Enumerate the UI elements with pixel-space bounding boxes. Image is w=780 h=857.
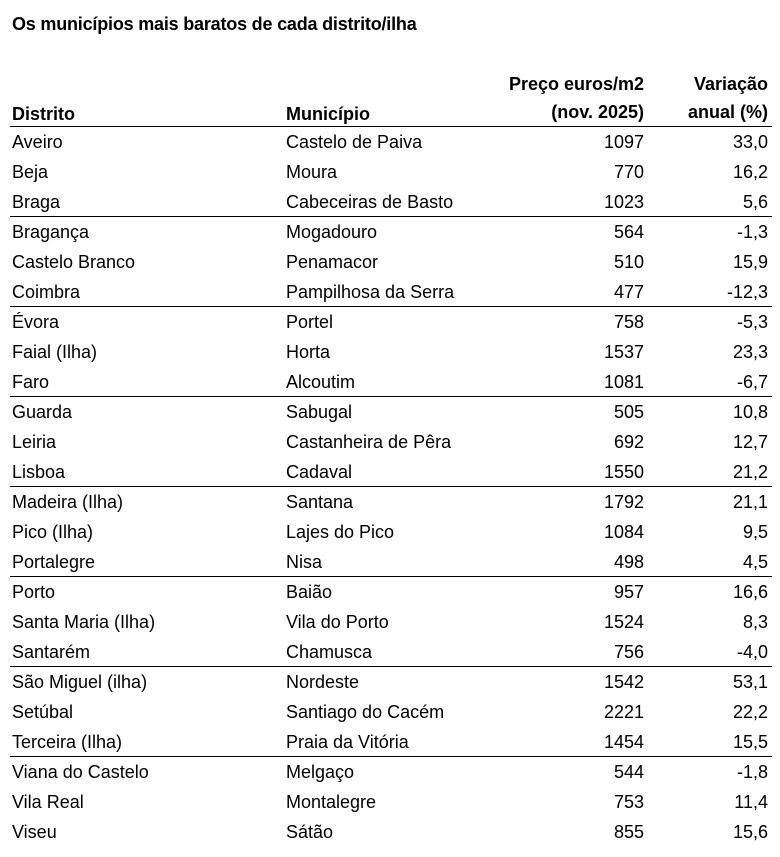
cell-distrito: Faro <box>12 372 50 392</box>
cell-variacao: 21,2 <box>732 462 768 482</box>
cell-distrito: Vila Real <box>12 792 84 812</box>
cell-distrito: Guarda <box>12 402 73 422</box>
cell-preco: 770 <box>613 162 644 182</box>
cell-municipio: Alcoutim <box>286 372 356 392</box>
table-row <box>10 667 772 697</box>
cell-municipio: Castelo de Paiva <box>286 132 423 152</box>
table-row <box>10 757 772 787</box>
cell-distrito: Castelo Branco <box>12 252 136 272</box>
table-row <box>10 277 772 307</box>
cell-preco: 753 <box>613 792 644 812</box>
table-row <box>10 397 772 427</box>
cell-variacao: 23,3 <box>732 342 768 362</box>
cell-variacao: 10,8 <box>732 402 768 422</box>
header-municipio: Município <box>286 104 370 124</box>
cell-preco: 1097 <box>603 132 644 152</box>
cell-preco: 758 <box>613 312 644 332</box>
cell-preco: 498 <box>613 552 644 572</box>
cell-municipio: Montalegre <box>286 792 377 812</box>
cell-variacao: 8,3 <box>742 612 768 632</box>
table-row <box>10 727 772 757</box>
table-row <box>10 817 772 847</box>
table-row <box>10 457 772 487</box>
cell-variacao: 9,5 <box>742 522 768 542</box>
cell-distrito: São Miguel (ilha) <box>12 672 148 692</box>
cell-distrito: Coimbra <box>12 282 81 302</box>
cell-preco: 564 <box>613 222 644 242</box>
cell-preco: 544 <box>613 762 644 782</box>
cell-distrito: Terceira (Ilha) <box>12 732 123 752</box>
table-row <box>10 247 772 277</box>
header-preco-line1: Preço euros/m2 <box>508 74 644 94</box>
cell-variacao: 15,9 <box>732 252 768 272</box>
table-row <box>10 307 772 337</box>
cell-variacao: 15,6 <box>732 822 768 842</box>
cell-variacao: -6,7 <box>736 372 768 392</box>
table-row <box>10 127 772 157</box>
table-row <box>10 367 772 397</box>
cell-variacao: 11,4 <box>734 792 768 812</box>
cell-municipio: Castanheira de Pêra <box>286 432 452 452</box>
cell-distrito: Lisboa <box>12 462 66 482</box>
cell-municipio: Nisa <box>286 552 323 572</box>
header-distrito: Distrito <box>12 104 75 124</box>
cell-municipio: Lajes do Pico <box>286 522 395 542</box>
cell-variacao: 12,7 <box>732 432 768 452</box>
cell-variacao: 22,2 <box>732 702 768 722</box>
table-row <box>10 157 772 187</box>
price-table <box>10 70 772 847</box>
cell-preco: 1084 <box>603 522 644 542</box>
table-row <box>10 487 772 517</box>
table-row <box>10 637 772 667</box>
cell-variacao: -1,3 <box>736 222 768 242</box>
cell-variacao: -5,3 <box>736 312 768 332</box>
header-preco-line2: (nov. 2025) <box>551 102 644 122</box>
cell-distrito: Braga <box>12 192 61 212</box>
cell-variacao: 5,6 <box>742 192 768 212</box>
cell-municipio: Mogadouro <box>286 222 378 242</box>
header-variacao-line2: anual (%) <box>687 102 768 122</box>
cell-distrito: Évora <box>12 312 60 332</box>
header-preco <box>509 70 644 126</box>
cell-preco: 1792 <box>603 492 644 512</box>
cell-distrito: Leiria <box>12 432 57 452</box>
table-row <box>10 217 772 247</box>
cell-preco: 957 <box>613 582 644 602</box>
cell-distrito: Pico (Ilha) <box>12 522 94 542</box>
table-row <box>10 607 772 637</box>
cell-preco: 1537 <box>603 342 644 362</box>
cell-distrito: Bragança <box>12 222 90 242</box>
cell-variacao: 16,2 <box>732 162 768 182</box>
cell-variacao: 16,6 <box>732 582 768 602</box>
header-variacao-line1: Variação <box>693 74 768 94</box>
page-title: Os municípios mais baratos de cada distrito/ilha <box>12 14 417 34</box>
table-row <box>10 547 772 577</box>
cell-municipio: Sabugal <box>286 402 353 422</box>
table-row <box>10 187 772 217</box>
header-variacao <box>688 70 768 126</box>
cell-variacao: -12,3 <box>726 282 768 302</box>
cell-distrito: Faial (Ilha) <box>12 342 98 362</box>
cell-preco: 1550 <box>603 462 644 482</box>
table-header <box>10 70 772 127</box>
cell-variacao: 21,1 <box>732 492 768 512</box>
cell-preco: 477 <box>613 282 644 302</box>
cell-distrito: Madeira (Ilha) <box>12 492 124 512</box>
cell-municipio: Chamusca <box>286 642 373 662</box>
cell-municipio: Pampilhosa da Serra <box>286 282 455 302</box>
cell-municipio: Moura <box>286 162 338 182</box>
cell-distrito: Setúbal <box>12 702 74 722</box>
table-row <box>10 337 772 367</box>
cell-municipio: Cabeceiras de Basto <box>286 192 454 212</box>
cell-variacao: -1,8 <box>736 762 768 782</box>
cell-distrito: Porto <box>12 582 56 602</box>
cell-municipio: Vila do Porto <box>286 612 389 632</box>
cell-municipio: Praia da Vitória <box>286 732 409 752</box>
cell-preco: 2221 <box>603 702 644 722</box>
cell-preco: 1023 <box>603 192 644 212</box>
cell-municipio: Nordeste <box>286 672 360 692</box>
cell-municipio: Horta <box>286 342 331 362</box>
cell-preco: 855 <box>613 822 644 842</box>
cell-preco: 1454 <box>603 732 644 752</box>
cell-municipio: Santana <box>286 492 354 512</box>
cell-variacao: 4,5 <box>742 552 768 572</box>
table-row <box>10 517 772 547</box>
cell-municipio: Penamacor <box>286 252 379 272</box>
cell-preco: 756 <box>613 642 644 662</box>
cell-distrito: Viana do Castelo <box>12 762 149 782</box>
table-row <box>10 787 772 817</box>
cell-distrito: Viseu <box>12 822 57 842</box>
cell-variacao: -4,0 <box>736 642 768 662</box>
cell-preco: 692 <box>613 432 644 452</box>
cell-preco: 1524 <box>603 612 644 632</box>
cell-distrito: Aveiro <box>12 132 63 152</box>
table-row <box>10 697 772 727</box>
table-row <box>10 577 772 607</box>
cell-variacao: 15,5 <box>732 732 768 752</box>
cell-municipio: Portel <box>286 312 334 332</box>
table-body <box>10 127 772 847</box>
cell-preco: 510 <box>613 252 644 272</box>
cell-distrito: Portalegre <box>12 552 96 572</box>
cell-distrito: Santa Maria (Ilha) <box>12 612 156 632</box>
cell-municipio: Sátão <box>286 822 334 842</box>
cell-preco: 1081 <box>603 372 644 392</box>
table-row <box>10 427 772 457</box>
cell-variacao: 53,1 <box>732 672 768 692</box>
cell-municipio: Baião <box>286 582 333 602</box>
cell-preco: 505 <box>613 402 644 422</box>
cell-municipio: Santiago do Cacém <box>286 702 445 722</box>
cell-distrito: Beja <box>12 162 49 182</box>
cell-distrito: Santarém <box>12 642 91 662</box>
cell-preco: 1542 <box>603 672 644 692</box>
cell-variacao: 33,0 <box>732 132 768 152</box>
cell-municipio: Melgaço <box>286 762 355 782</box>
cell-municipio: Cadaval <box>286 462 353 482</box>
